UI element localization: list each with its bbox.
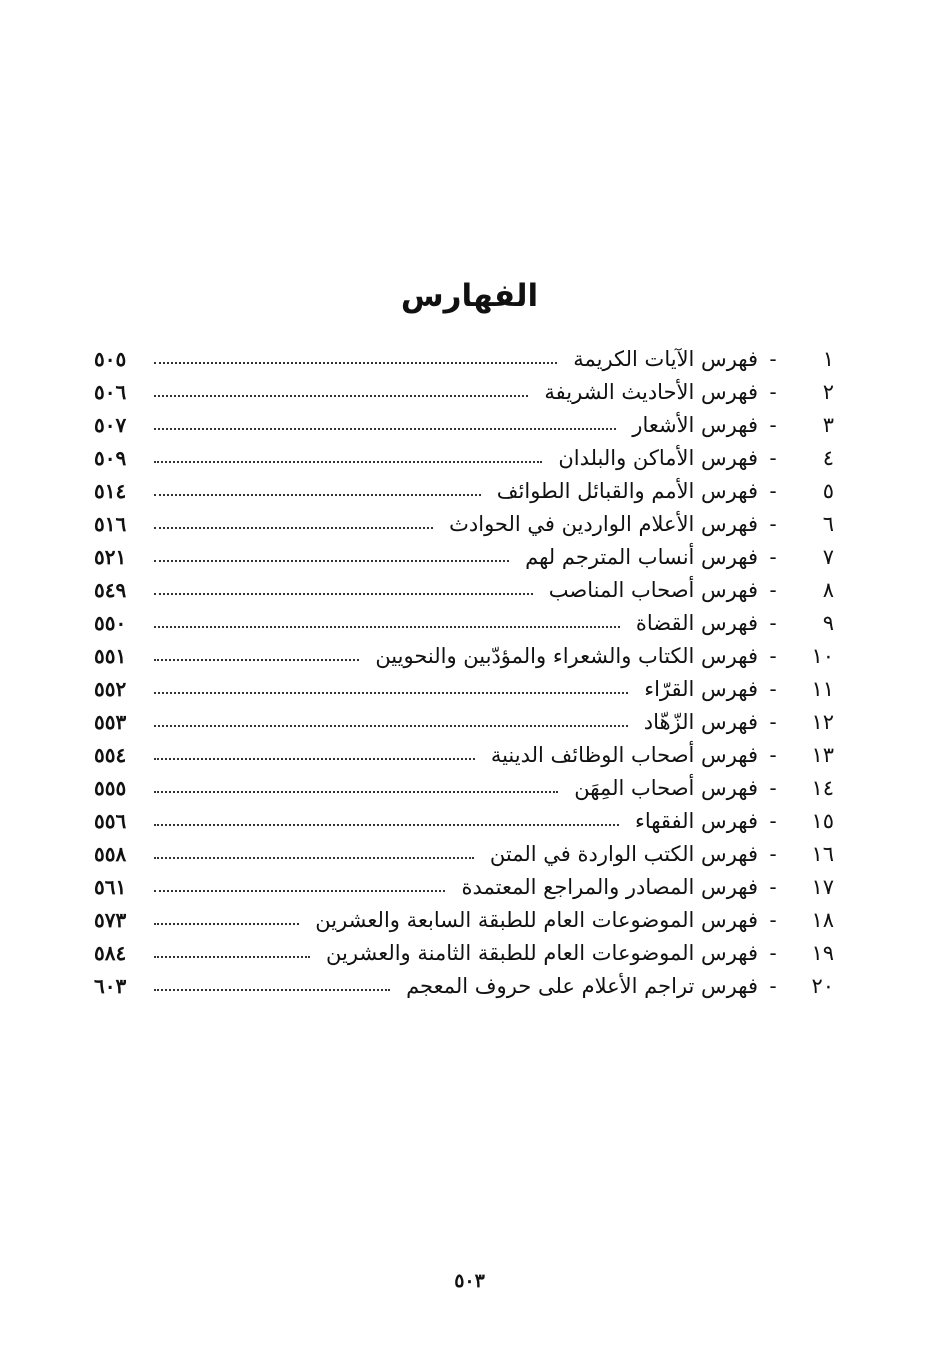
toc-entry[interactable] <box>94 375 834 408</box>
dot-leader <box>154 857 474 859</box>
toc-entry[interactable] <box>94 969 834 1002</box>
entry-title: فهرس الأعلام الواردين في الحوادث <box>449 511 758 536</box>
entry-title: فهرس الكتب الواردة في المتن <box>489 841 758 866</box>
entry-dash: - <box>769 940 777 965</box>
toc-entry[interactable] <box>94 903 834 936</box>
entry-page-number: ٥٠٧ <box>94 412 127 437</box>
entry-number: ٢ <box>822 379 834 404</box>
entry-dash: - <box>769 610 777 635</box>
toc-entry[interactable] <box>94 936 834 969</box>
dot-leader <box>154 626 620 628</box>
entry-page-number: ٥٥٠ <box>94 610 127 635</box>
dot-leader <box>154 527 433 529</box>
dot-leader <box>154 659 359 661</box>
entry-number: ١٨ <box>811 907 834 932</box>
entry-page-number: ٥١٤ <box>94 478 127 503</box>
toc-entry[interactable] <box>94 606 834 639</box>
entry-page-number: ٥٥١ <box>94 643 127 668</box>
entry-title: فهرس أنساب المترجم لهم <box>525 544 758 569</box>
entry-page-number: ٥٠٦ <box>94 379 127 404</box>
entry-title: فهرس الأمم والقبائل الطوائف <box>496 478 758 503</box>
dot-leader <box>154 560 509 562</box>
entry-number: ١٥ <box>811 808 834 833</box>
entry-page-number: ٥٠٩ <box>94 445 127 470</box>
entry-title: فهرس الموضوعات العام للطبقة الثامنة والعشرين <box>326 940 758 965</box>
toc-entry[interactable] <box>94 441 834 474</box>
entry-page-number: ٥٥٨ <box>94 841 127 866</box>
entry-title: فهرس أصحاب الوظائف الدينية <box>490 742 758 767</box>
entry-number: ١ <box>822 346 834 371</box>
entry-page-number: ٦٠٣ <box>94 973 127 998</box>
entry-title: فهرس تراجم الأعلام على حروف المعجم <box>406 973 758 998</box>
entry-title: فهرس الكتاب والشعراء والمؤدّبين والنحويين <box>375 643 758 668</box>
entry-title: فهرس أصحاب المناصب <box>548 577 758 602</box>
entry-dash: - <box>769 874 777 899</box>
entry-title: فهرس الزّهّاد <box>643 709 758 734</box>
entry-title: فهرس الأحاديث الشريفة <box>544 379 758 404</box>
entry-number: ١٣ <box>811 742 834 767</box>
entry-number: ١٧ <box>811 874 834 899</box>
toc-entry[interactable] <box>94 474 834 507</box>
page-title: الفهارس <box>400 278 539 314</box>
entry-page-number: ٥٥٣ <box>94 709 127 734</box>
entry-page-number: ٥٨٤ <box>94 940 127 965</box>
toc-entry[interactable] <box>94 507 834 540</box>
entry-title: فهرس الآيات الكريمة <box>573 346 758 371</box>
dot-leader <box>154 890 445 892</box>
entry-page-number: ٥٧٣ <box>94 907 127 932</box>
toc-entry[interactable] <box>94 639 834 672</box>
entry-title: فهرس الأماكن والبلدان <box>558 445 758 470</box>
dot-leader <box>154 824 619 826</box>
dot-leader <box>154 692 628 694</box>
entry-page-number: ٥٠٥ <box>94 346 127 371</box>
entry-number: ١١ <box>811 676 834 701</box>
dot-leader <box>154 989 390 991</box>
entry-number: ٨ <box>822 577 834 602</box>
entry-dash: - <box>769 676 777 701</box>
entry-number: ١٢ <box>811 709 834 734</box>
entry-number: ٧ <box>822 544 834 569</box>
toc-entry[interactable] <box>94 738 834 771</box>
toc-entry[interactable] <box>94 705 834 738</box>
entry-number: ٣ <box>822 412 834 437</box>
entry-dash: - <box>769 973 777 998</box>
toc-entry[interactable] <box>94 540 834 573</box>
dot-leader <box>154 725 628 727</box>
entry-title: فهرس الموضوعات العام للطبقة السابعة والعشرين <box>315 907 758 932</box>
dot-leader <box>154 461 542 463</box>
dot-leader <box>154 791 558 793</box>
entry-title: فهرس المصادر والمراجع المعتمدة <box>461 874 758 899</box>
entry-page-number: ٥١٦ <box>94 511 127 536</box>
entry-dash: - <box>769 808 777 833</box>
entry-number: ٦ <box>822 511 834 536</box>
dot-leader <box>154 758 475 760</box>
entry-title: فهرس أصحاب المِهَن <box>574 775 758 800</box>
entry-dash: - <box>769 907 777 932</box>
entry-title: فهرس الفقهاء <box>634 808 758 833</box>
entry-dash: - <box>769 709 777 734</box>
toc-entry[interactable] <box>94 837 834 870</box>
toc-entry[interactable] <box>94 408 834 441</box>
entry-page-number: ٥٢١ <box>94 544 127 569</box>
entry-dash: - <box>769 544 777 569</box>
entry-dash: - <box>769 577 777 602</box>
entry-dash: - <box>769 346 777 371</box>
dot-leader <box>154 593 533 595</box>
entry-page-number: ٥٥٦ <box>94 808 127 833</box>
entry-dash: - <box>769 775 777 800</box>
dot-leader <box>154 428 616 430</box>
entry-title: فهرس القضاة <box>635 610 758 635</box>
entry-page-number: ٥٥٤ <box>94 742 127 767</box>
entry-number: ١٩ <box>811 940 834 965</box>
dot-leader <box>154 494 481 496</box>
entry-dash: - <box>769 379 777 404</box>
entry-number: ١٦ <box>811 841 834 866</box>
entry-number: ١٤ <box>811 775 834 800</box>
entry-number: ٥ <box>822 478 834 503</box>
entry-title: فهرس القرّاء <box>644 676 758 701</box>
dot-leader <box>154 923 299 925</box>
toc-entry[interactable] <box>94 672 834 705</box>
entry-title: فهرس الأشعار <box>632 412 758 437</box>
entry-dash: - <box>769 478 777 503</box>
entry-dash: - <box>769 841 777 866</box>
entry-dash: - <box>769 511 777 536</box>
entry-page-number: ٥٥٥ <box>94 775 127 800</box>
toc-entry[interactable] <box>94 870 834 903</box>
page-footer-number: ٥٠٣ <box>454 1270 485 1292</box>
table-of-contents <box>94 342 834 1002</box>
entry-number: ٢٠ <box>811 973 834 998</box>
entry-dash: - <box>769 412 777 437</box>
toc-entry[interactable] <box>94 342 834 375</box>
entry-number: ١٠ <box>811 643 834 668</box>
entry-dash: - <box>769 445 777 470</box>
toc-entry[interactable] <box>94 771 834 804</box>
entry-page-number: ٥٥٢ <box>94 676 127 701</box>
entry-number: ٤ <box>822 445 834 470</box>
dot-leader <box>154 362 557 364</box>
entry-dash: - <box>769 643 777 668</box>
toc-entry[interactable] <box>94 573 834 606</box>
toc-entry[interactable] <box>94 804 834 837</box>
entry-page-number: ٥٦١ <box>94 874 127 899</box>
entry-page-number: ٥٤٩ <box>94 577 127 602</box>
dot-leader <box>154 956 310 958</box>
entry-number: ٩ <box>822 610 834 635</box>
entry-dash: - <box>769 742 777 767</box>
dot-leader <box>154 395 528 397</box>
